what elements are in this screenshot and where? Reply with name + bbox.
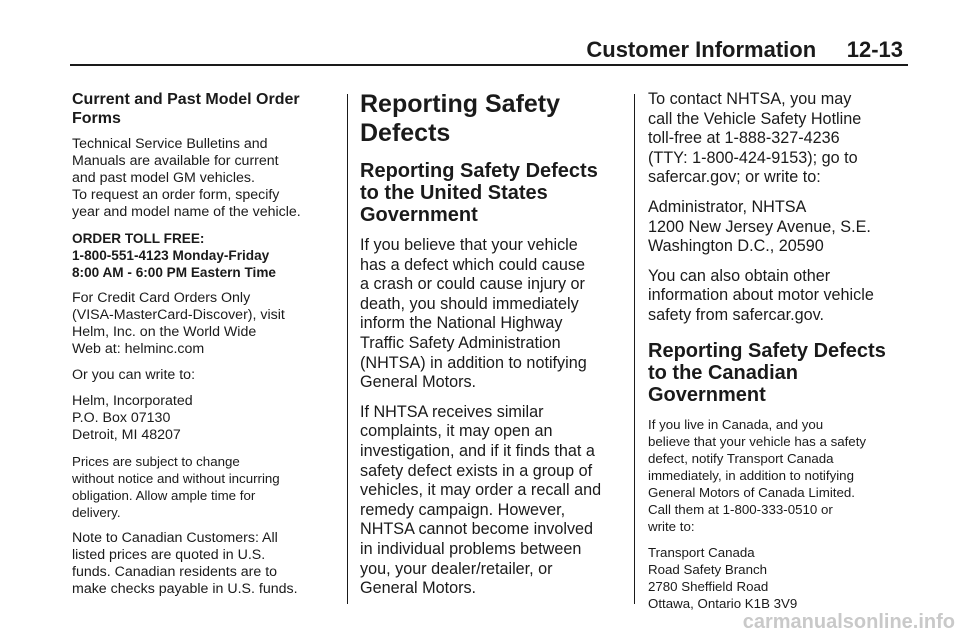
text-line: If NHTSA receives similar	[360, 402, 544, 421]
text-line: General Motors.	[360, 579, 477, 598]
section-title: Customer Information 12-13	[586, 37, 903, 62]
text-line: 1200 New Jersey Avenue, S.E.	[648, 217, 871, 236]
text-line: safety from safercar.gov.	[648, 305, 825, 324]
text-line: safercar.gov; or write to:	[648, 168, 821, 187]
text-line: Detroit, MI 48207	[72, 427, 181, 443]
bulletins-paragraph	[72, 136, 340, 221]
text-line: complaints, it may open an	[360, 422, 553, 441]
text-line: safety defect exists in a group of	[360, 461, 593, 480]
helm-address	[72, 393, 340, 444]
subtitle-line: to the United States	[360, 182, 548, 204]
page-header-title	[0, 37, 903, 63]
text-line: General Motors.	[360, 373, 477, 392]
text-line: Washington D.C., 20590	[648, 237, 824, 256]
subtitle-line: Reporting Safety Defects	[360, 160, 598, 182]
nhtsa-address	[648, 198, 916, 257]
text-line: Helm, Incorporated	[72, 393, 193, 409]
text-line: funds. Canadian residents are to	[72, 564, 278, 580]
believe-defect-paragraph	[360, 236, 628, 393]
text-line: If you believe that your vehicle	[360, 236, 578, 254]
title-line: Reporting Safety	[360, 90, 561, 118]
text-line: listed prices are quoted in U.S.	[72, 547, 266, 563]
text-line: Manuals are available for current	[72, 153, 279, 169]
text-line: Web at: helminc.com	[72, 341, 205, 357]
text-line: P.O. Box 07130	[72, 410, 171, 426]
text-line: and past model GM vehicles.	[72, 170, 255, 186]
subtitle-line: Reporting Safety Defects	[648, 339, 886, 362]
write-to-paragraph	[72, 367, 340, 384]
text-line: Prices are subject to change	[72, 454, 240, 469]
order-forms-heading	[72, 90, 340, 128]
text-line: information about motor vehicle	[648, 286, 874, 305]
subtitle-line: Government	[648, 383, 766, 406]
text-line: inform the National Highway	[360, 314, 563, 333]
column-3	[648, 90, 916, 621]
transport-canada-address	[648, 544, 916, 612]
heading-line: Forms	[72, 110, 121, 127]
canadian-note-paragraph	[72, 530, 340, 598]
column-divider-2	[634, 94, 635, 604]
text-line: To request an order form, specify	[72, 187, 280, 203]
text-line: remedy campaign. However,	[360, 500, 566, 519]
text-line: vehicles, it may order a recall and	[360, 481, 602, 500]
obtain-info-paragraph	[648, 267, 916, 326]
subtitle-line: to the Canadian	[648, 361, 799, 384]
title-line: Defects	[360, 119, 451, 147]
watermark-text: carmanualsonline.info	[742, 611, 955, 633]
text-line: Ottawa, Ontario K1B 3V9	[648, 595, 798, 611]
text-line: delivery.	[72, 505, 121, 520]
text-line: General Motors of Canada Limited.	[648, 484, 855, 500]
text-line: (TTY: 1-800-424-9153); go to	[648, 148, 858, 167]
nhtsa-investigation-paragraph	[360, 403, 628, 599]
text-line: Administrator, NHTSA	[648, 197, 807, 216]
text-line: Technical Service Bulletins and	[72, 136, 268, 152]
text-line: 8:00 AM - 6:00 PM Eastern Time	[72, 265, 276, 280]
text-line: (VISA-MasterCard-Discover), visit	[72, 307, 285, 323]
text-line: defect, notify Transport Canada	[648, 450, 834, 466]
text-line: To contact NHTSA, you may	[648, 90, 852, 108]
text-line: Call them at 1-800-333-0510 or	[648, 501, 833, 517]
text-line: (NHTSA) in addition to notifying	[360, 353, 587, 372]
text-line: a crash or could cause injury or	[360, 275, 585, 294]
reporting-safety-defects-title	[360, 90, 628, 148]
text-line: Road Safety Branch	[648, 561, 768, 577]
column-divider-1	[347, 94, 348, 604]
subtitle-line: Government	[360, 204, 478, 226]
text-line: You can also obtain other	[648, 266, 831, 285]
text-line: has a defect which could cause	[360, 255, 585, 274]
text-line: 2780 Sheffield Road	[648, 578, 769, 594]
text-line: toll-free at 1-888-327-4236	[648, 129, 840, 148]
canada-paragraph	[648, 416, 916, 535]
text-line: ORDER TOLL FREE:	[72, 231, 205, 246]
heading-line: Current and Past Model Order	[72, 91, 300, 108]
text-line: write to:	[648, 518, 695, 534]
text-line: year and model name of the vehicle.	[72, 204, 301, 220]
credit-card-paragraph	[72, 290, 340, 358]
text-line: believe that your vehicle has a safety	[648, 433, 867, 449]
text-line: Helm, Inc. on the World Wide	[72, 324, 257, 340]
text-line: Or you can write to:	[72, 367, 196, 383]
text-line: you, your dealer/retailer, or	[360, 559, 553, 578]
text-line: investigation, and if it finds that a	[360, 441, 595, 460]
canadian-government-subtitle	[648, 340, 916, 406]
prices-paragraph	[72, 453, 340, 521]
text-line: obligation. Allow ample time for	[72, 488, 256, 503]
text-line: Note to Canadian Customers: All	[72, 530, 278, 546]
column-2	[360, 90, 628, 609]
text-line: call the Vehicle Safety Hotline	[648, 109, 862, 128]
order-toll-free-block	[72, 230, 340, 281]
text-line: without notice and without incurring	[72, 471, 280, 486]
header-rule	[70, 64, 908, 66]
text-line: make checks payable in U.S. funds.	[72, 581, 298, 597]
text-line: NHTSA cannot become involved	[360, 520, 594, 539]
text-line: 1-800-551-4123 Monday-Friday	[72, 248, 270, 263]
text-line: If you live in Canada, and you	[648, 416, 824, 432]
contact-nhtsa-paragraph	[648, 90, 916, 188]
text-line: For Credit Card Orders Only	[72, 290, 251, 306]
text-line: Traffic Safety Administration	[360, 333, 561, 352]
text-line: Transport Canada	[648, 544, 755, 560]
us-government-subtitle	[360, 160, 628, 226]
text-line: death, you should immediately	[360, 294, 579, 313]
column-1	[72, 90, 340, 607]
text-line: immediately, in addition to notifying	[648, 467, 854, 483]
text-line: in individual problems between	[360, 539, 582, 558]
